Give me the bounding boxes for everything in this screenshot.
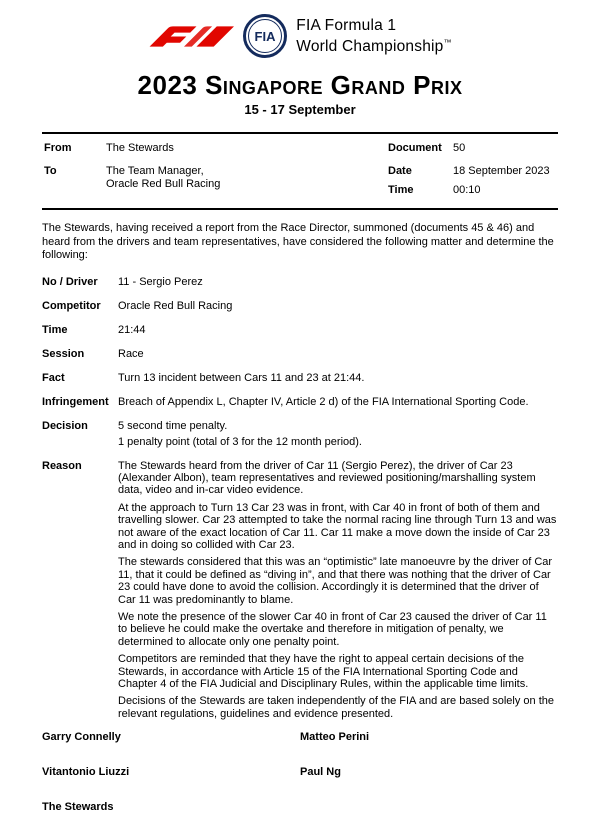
infringement-label: Infringement [42, 395, 109, 408]
steward-name: Matteo Perini [300, 731, 370, 744]
to-value-line1: The Team Manager, [106, 165, 204, 177]
date-value: 18 September 2023 [453, 165, 550, 177]
signatures-block [42, 731, 558, 814]
meta-row-date [388, 165, 556, 178]
decision-fields [42, 276, 558, 721]
field-infringement [42, 396, 558, 409]
decision-line: 5 second time penalty. [118, 419, 228, 432]
trademark-symbol: ™ [443, 37, 452, 47]
time-field-label: Time [42, 323, 68, 336]
steward-name: Garry Connelly [42, 731, 121, 744]
date-label: Date [388, 165, 412, 177]
from-value: The Stewards [106, 142, 174, 154]
field-no-driver [42, 276, 558, 289]
event-dates: 15 - 17 September [244, 102, 356, 117]
no-driver-label: No / Driver [42, 275, 98, 288]
page-title: 2023 Singapore Grand Prix [137, 70, 463, 100]
no-driver-value: 11 - Sergio Perez [118, 275, 203, 288]
field-time [42, 324, 558, 337]
competitor-label: Competitor [42, 299, 101, 312]
session-label: Session [42, 347, 85, 360]
to-value [106, 165, 388, 191]
reason-paragraph: At the approach to Turn 13 Car 23 was in front, with Car 40 in front of both of them and travelling slower. Car 23 attempted to take the normal racing line through Turn 13 and was not aware of the exact location of Car 11. Car 11 make a move down the inside of Car 23 and in doing so collided with Car 23. [118, 501, 557, 551]
meta-row-document [388, 142, 556, 155]
decision-line: 1 penalty point (total of 3 for the 12 month period). [118, 435, 362, 448]
infringement-value: Breach of Appendix L, Chapter IV, Article 2 d) of the FIA International Sporting Code. [118, 395, 529, 408]
title-block [42, 70, 558, 117]
f1-logo-icon [148, 26, 234, 47]
championship-wordmark [296, 17, 451, 55]
reason-value [118, 460, 558, 721]
signature-row [42, 731, 558, 744]
steward-name: Vitantonio Liuzzi [42, 766, 130, 779]
document-number: 50 [453, 142, 466, 154]
fact-value: Turn 13 incident between Cars 11 and 23 at 21:44. [118, 371, 365, 384]
time-label: Time [388, 184, 414, 196]
reason-paragraph: The stewards considered that this was an “optimistic” late manoeuvre by the driver of Car 11, that it could be defined as “diving in”, and that there was nothing that the driver of Car 23 could have done to avoid the collision. Accordingly it is determined that the driver of Car 11 was predominantly to blame. [118, 556, 553, 606]
reason-paragraph: Decisions of the Stewards are taken independently of the FIA and are based solely on the relevant regulations, guidelines and evidence presented. [118, 695, 554, 720]
meta-left-column [44, 142, 388, 197]
field-session [42, 348, 558, 361]
time-field-value: 21:44 [118, 323, 146, 336]
to-label: To [44, 165, 57, 177]
reason-paragraph: Competitors are reminded that they have the right to appeal certain decisions of the Stewards, in accordance with Article 15 of the FIA International Sporting Code and Chapter 4 of the FIA Judicial and Disciplinary Rules, within the applicable time limits. [118, 653, 529, 690]
to-value-line2: Oracle Red Bull Racing [106, 178, 221, 190]
signature-row [42, 766, 558, 779]
from-label: From [44, 142, 72, 154]
fia-logo-icon [243, 14, 287, 58]
field-decision [42, 420, 558, 449]
fact-label: Fact [42, 371, 65, 384]
meta-row-time [388, 184, 556, 197]
meta-row-from [44, 142, 388, 155]
time-value: 00:10 [453, 184, 481, 196]
document-header [42, 12, 558, 60]
field-competitor [42, 300, 558, 313]
signature-closing: The Stewards [42, 801, 114, 814]
meta-right-column [388, 142, 556, 197]
decision-value [118, 420, 558, 449]
decision-label: Decision [42, 419, 88, 432]
field-fact [42, 372, 558, 385]
reason-paragraph: The Stewards heard from the driver of Car 11 (Sergio Perez), the driver of Car 23 (Alexander Albon), team representatives and reviewed positioning/marshalling system data, video and in-car video evidence. [118, 459, 536, 497]
document-label: Document [388, 142, 442, 154]
field-reason [42, 460, 558, 721]
meta-row-to [44, 165, 388, 191]
reason-paragraph: We note the presence of the slower Car 40 in front of Car 23 caused the driver of Car 11 to believe he could make the overtake and therefore in mitigation of penalty, we determined to allocate only one penalty point. [118, 610, 547, 648]
reason-label: Reason [42, 459, 82, 472]
wordmark-line2: World Championship™ [296, 37, 452, 56]
intro-paragraph: The Stewards, having received a report from the Race Director, summoned (documents 45 & 46) and heard from the drivers and team representatives, have considered the following matter and determine the following: [42, 222, 554, 261]
svg-text:FIA: FIA [254, 29, 276, 44]
competitor-value: Oracle Red Bull Racing [118, 299, 233, 312]
steward-name: Paul Ng [300, 766, 341, 779]
wordmark-line1: FIA Formula 1 [296, 16, 397, 34]
meta-table [42, 132, 558, 210]
session-value: Race [118, 347, 144, 360]
